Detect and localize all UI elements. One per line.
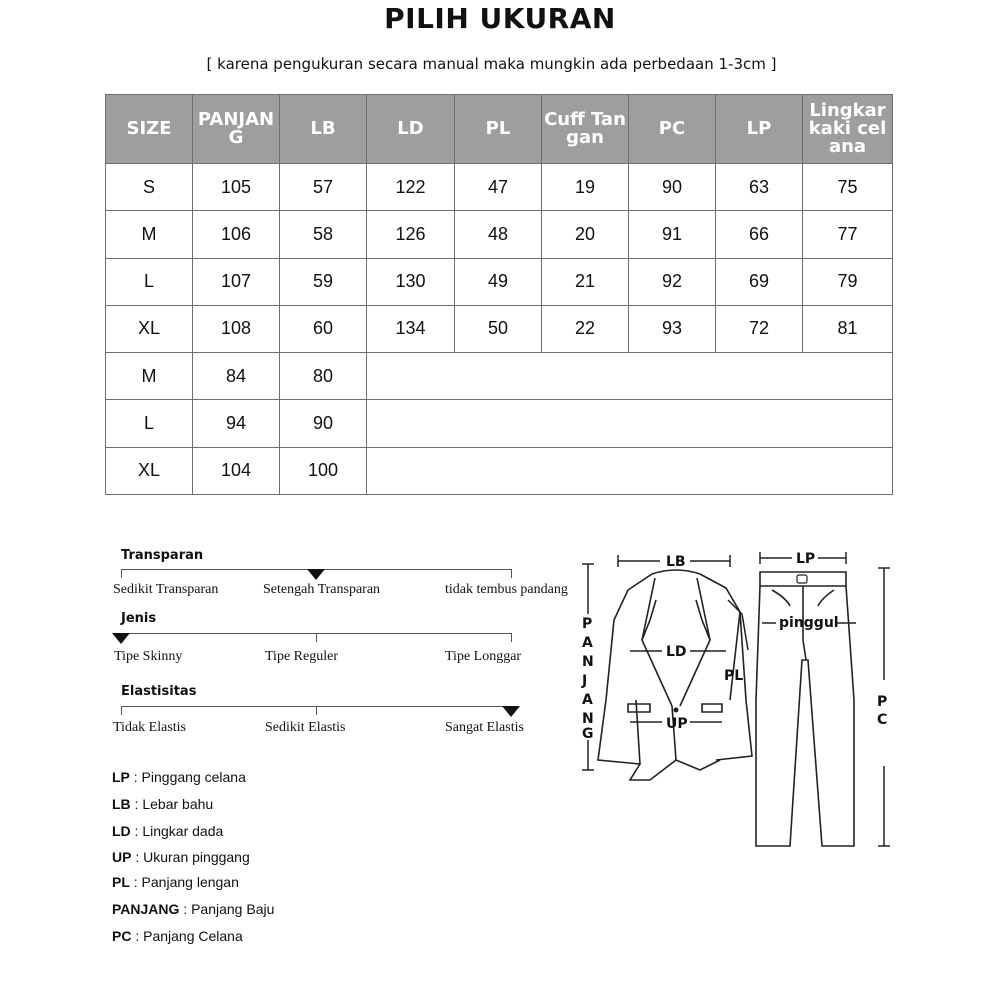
- header-lingkar-kaki-celana: Lingkar kaki celana: [803, 95, 893, 164]
- legend-key: LP: [112, 769, 130, 785]
- legend-item: [112, 769, 246, 785]
- page-title: PILIH UKURAN: [384, 2, 616, 35]
- table-cell: 80: [280, 353, 367, 400]
- jenis-title: Jenis: [121, 611, 157, 626]
- panjang-letter: J: [582, 673, 588, 689]
- table-row: [106, 400, 893, 447]
- legend-key: PANJANG: [112, 901, 180, 917]
- table-cell: 93: [629, 305, 716, 352]
- table-row: [106, 305, 893, 352]
- panjang-letter: P: [582, 616, 593, 632]
- table-cell: 94: [193, 400, 280, 447]
- elastisitas-title: Elastisitas: [121, 684, 197, 699]
- suit-measurement-figure: [570, 540, 900, 960]
- scale-tick: [316, 706, 317, 715]
- legend-desc: : Pinggang celana: [129, 769, 246, 785]
- legend-desc: : Ukuran pinggang: [131, 849, 250, 865]
- table-cell: 126: [367, 211, 455, 258]
- empty-cell: [803, 447, 893, 494]
- table-cell: 47: [455, 164, 542, 211]
- jenis-label: Tipe Reguler: [265, 649, 338, 664]
- empty-cell: [716, 447, 803, 494]
- elastisitas-label: Sedikit Elastis: [265, 720, 346, 735]
- scale-tick: [511, 569, 512, 578]
- empty-cell: [455, 400, 542, 447]
- legend-item: [112, 928, 243, 944]
- jacket-button: [674, 708, 679, 713]
- table-cell: 72: [716, 305, 803, 352]
- empty-cell: [542, 447, 629, 494]
- transparan-label: tidak tembus pandang: [445, 582, 568, 597]
- header-cuff-tangan: Cuff Tangan: [542, 95, 629, 164]
- lp-label: LP: [796, 551, 816, 567]
- table-cell: 57: [280, 164, 367, 211]
- scale-tick: [316, 633, 317, 642]
- scale-tick: [121, 569, 122, 578]
- table-row: [106, 211, 893, 258]
- table-cell: L: [106, 258, 193, 305]
- pc-letter: C: [877, 712, 888, 728]
- header-pc: PC: [629, 95, 716, 164]
- table-cell: 122: [367, 164, 455, 211]
- table-cell: 90: [629, 164, 716, 211]
- header-lb: LB: [280, 95, 367, 164]
- table-cell: 91: [629, 211, 716, 258]
- up-label: UP: [666, 716, 688, 732]
- header-size: SIZE: [106, 95, 193, 164]
- header-pl: PL: [455, 95, 542, 164]
- table-cell: 108: [193, 305, 280, 352]
- panjang-letter: N: [582, 711, 594, 727]
- trousers-illustration: [756, 572, 854, 846]
- legend-key: LB: [112, 796, 131, 812]
- table-cell: 81: [803, 305, 893, 352]
- table-cell: M: [106, 353, 193, 400]
- legend-key: PL: [112, 874, 130, 890]
- table-cell: 69: [716, 258, 803, 305]
- legend-desc: : Panjang lengan: [129, 874, 239, 890]
- empty-cell: [629, 353, 716, 400]
- jenis-label: Tipe Longgar: [445, 649, 522, 664]
- legend-item: [112, 874, 239, 890]
- empty-cell: [455, 447, 542, 494]
- empty-cell: [803, 353, 893, 400]
- empty-cell: [716, 400, 803, 447]
- table-cell: 130: [367, 258, 455, 305]
- scale-tick: [121, 706, 122, 715]
- elastisitas-selected-marker: [502, 706, 520, 717]
- table-cell: 49: [455, 258, 542, 305]
- empty-cell: [629, 447, 716, 494]
- table-row: [106, 353, 893, 400]
- empty-cell: [455, 353, 542, 400]
- measurement-note: [ karena pengukuran secara manual maka mungkin ada perbedaan 1-3cm ]: [206, 55, 777, 73]
- header-ld: LD: [367, 95, 455, 164]
- table-row: [106, 258, 893, 305]
- lb-label: LB: [666, 554, 686, 570]
- panjang-letter: A: [582, 692, 593, 708]
- table-cell: 105: [193, 164, 280, 211]
- panjang-letter: G: [582, 726, 594, 742]
- table-cell: M: [106, 211, 193, 258]
- legend-desc: : Lingkar dada: [130, 823, 224, 839]
- table-cell: 19: [542, 164, 629, 211]
- table-cell: 20: [542, 211, 629, 258]
- pinggul-label: pinggul: [779, 615, 839, 631]
- table-row: [106, 164, 893, 211]
- table-cell: 100: [280, 447, 367, 494]
- legend-desc: : Lebar bahu: [130, 796, 214, 812]
- table-cell: 134: [367, 305, 455, 352]
- table-cell: S: [106, 164, 193, 211]
- trousers-button: [797, 575, 807, 583]
- empty-cell: [803, 400, 893, 447]
- table-cell: 48: [455, 211, 542, 258]
- legend-desc: : Panjang Celana: [131, 928, 243, 944]
- table-header-row: [106, 95, 893, 164]
- table-cell: 84: [193, 353, 280, 400]
- legend-item: [112, 796, 213, 812]
- empty-cell: [716, 353, 803, 400]
- table-cell: XL: [106, 447, 193, 494]
- empty-cell: [542, 353, 629, 400]
- legend-item: [112, 823, 223, 839]
- table-cell: 79: [803, 258, 893, 305]
- table-cell: 60: [280, 305, 367, 352]
- panjang-letter: A: [582, 635, 593, 651]
- transparan-label: Sedikit Transparan: [113, 582, 219, 597]
- legend-key: LD: [112, 823, 131, 839]
- jenis-label: Tipe Skinny: [114, 649, 183, 664]
- header-lp: LP: [716, 95, 803, 164]
- empty-cell: [367, 353, 455, 400]
- scale-tick: [511, 633, 512, 642]
- empty-cell: [367, 400, 455, 447]
- legend-key: UP: [112, 849, 132, 865]
- table-cell: 63: [716, 164, 803, 211]
- table-cell: 92: [629, 258, 716, 305]
- transparan-label: Setengah Transparan: [263, 582, 381, 597]
- panjang-letter: N: [582, 654, 594, 670]
- legend-desc: : Panjang Baju: [179, 901, 275, 917]
- table-cell: 66: [716, 211, 803, 258]
- table-cell: XL: [106, 305, 193, 352]
- elastisitas-label: Sangat Elastis: [445, 720, 524, 735]
- table-cell: 77: [803, 211, 893, 258]
- jenis-selected-marker: [112, 633, 130, 644]
- legend-item: [112, 849, 250, 865]
- table-cell: 106: [193, 211, 280, 258]
- table-cell: L: [106, 400, 193, 447]
- table-row: [106, 447, 893, 494]
- empty-cell: [367, 447, 455, 494]
- table-cell: 90: [280, 400, 367, 447]
- size-table: [105, 94, 893, 495]
- elastisitas-label: Tidak Elastis: [113, 720, 186, 735]
- header-panjang: PANJANG: [193, 95, 280, 164]
- pl-label: PL: [724, 668, 744, 684]
- table-cell: 58: [280, 211, 367, 258]
- table-cell: 75: [803, 164, 893, 211]
- ld-label: LD: [666, 644, 687, 660]
- empty-cell: [629, 400, 716, 447]
- transparan-selected-marker: [307, 569, 325, 580]
- pc-letter: P: [877, 694, 888, 710]
- table-cell: 107: [193, 258, 280, 305]
- transparan-title: Transparan: [121, 548, 204, 563]
- empty-cell: [542, 400, 629, 447]
- legend-item: [112, 901, 274, 917]
- table-cell: 50: [455, 305, 542, 352]
- table-cell: 104: [193, 447, 280, 494]
- legend-key: PC: [112, 928, 132, 944]
- measurement-lines: [582, 552, 890, 846]
- table-cell: 21: [542, 258, 629, 305]
- table-cell: 22: [542, 305, 629, 352]
- table-cell: 59: [280, 258, 367, 305]
